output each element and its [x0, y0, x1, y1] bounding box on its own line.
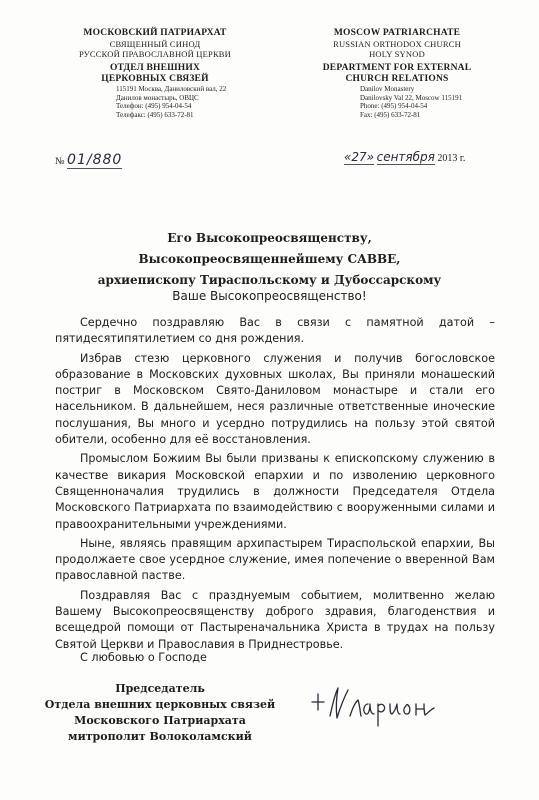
- closing-phrase: С любовью о Господе: [80, 651, 207, 664]
- body-paragraph-5: Поздравляя Вас с празднуемым событием, молитвенно желаю Вашему Высокопреосвященству доброго здравия, благоденствия и всещедрой помощи от Пастыреначальника Христа в трудах на пользу Святой Церкви и Православия в Приднестровье.: [55, 588, 495, 651]
- body-paragraph-3: Промыслом Божиим Вы были призваны к епископскому служению в качестве викария Московской епархии и по изволению церковного Священноначалия трудились в должности Председателя Отдела Московского Патриархата по взаимодействию с вооруженными силами и правоохранительными учреждениями.: [55, 452, 495, 531]
- letterhead-ru-line3: РУССКОЙ ПРАВОСЛАВНОЙ ЦЕРКВИ: [78, 49, 232, 59]
- letterhead-ru-dept1: ОТДЕЛ ВНЕШНИХ: [109, 63, 201, 73]
- signatory-block: [40, 681, 280, 745]
- signatory-organization: Московского Патриархата: [74, 714, 246, 727]
- letterhead-ru-line2: СВЯЩЕННЫЙ СИНОД: [109, 39, 201, 49]
- letter-body: [55, 315, 495, 656]
- letterhead-en-addr1: Danilov Monastery: [360, 85, 415, 93]
- body-paragraph-2: Избрав стезю церковного служения и получив богословское образование в Московских духовных школах, Вы приняли монашеский постриг в Московском Свято-Даниловом монастыре и стали его насельником. В дальнейшем, неся различные ответственные иноческие послушания, Вы много и усердно потрудились на пользу этой святой обители, особенно для её восстановления.: [55, 351, 495, 447]
- letterhead-ru-phone: Телефон: (495) 954-04-54: [116, 102, 192, 110]
- letterhead-ru-line1: МОСКОВСКИЙ ПАТРИАРХАТ: [83, 28, 227, 38]
- signatory-department: Отдела внешних церковных связей: [44, 698, 276, 711]
- addressee-line2: Высокопреосвященнейшему САВВЕ,: [138, 252, 401, 266]
- date-day: «27»: [344, 150, 375, 164]
- letterhead-en-line3: HOLY SYNOD: [369, 49, 425, 59]
- addressee-line1: Его Высокопреосвященству,: [167, 231, 372, 245]
- addressee-block: [0, 228, 539, 291]
- salutation: Ваше Высокопреосвященство!: [172, 289, 367, 303]
- letterhead-english: [312, 28, 482, 119]
- date-month: сентября: [376, 150, 435, 164]
- letterhead-ru-dept2: ЦЕРКОВНЫХ СВЯЗЕЙ: [101, 74, 209, 84]
- addressee-line3: архиепископу Тираспольскому и Дубоссарскому: [97, 273, 442, 287]
- date-year: 2013 г.: [437, 153, 466, 164]
- letterhead-ru-addr2: Данилов монастырь, ОВЦС: [116, 93, 199, 102]
- letterhead-ru-addr1: 115191 Москва, Даниловский вал, 22: [116, 85, 227, 93]
- body-paragraph-1: Сердечно поздравляю Вас в связи с памятной датой – пятидесятипятилетием со дня рождения.: [55, 316, 495, 346]
- letterhead-en-dept2: CHURCH RELATIONS: [345, 74, 449, 84]
- number-prefix: №: [55, 156, 65, 167]
- number-value: 01/880: [67, 152, 123, 168]
- letterhead-en-addr2: Danilovsky Val 22, Moscow 115191: [360, 93, 463, 102]
- body-paragraph-4: Ныне, являясь правящим архипастырем Тираспольской епархии, Вы продолжаете свое усердное служение, имея попечение о вверенной Вам православной пастве.: [55, 536, 495, 583]
- letterhead-russian: [70, 28, 240, 119]
- letterhead-en-phone: Phone: (495) 954-04-54: [360, 102, 428, 110]
- letterhead-en-dept1: DEPARTMENT FOR EXTERNAL: [322, 63, 472, 73]
- letterhead-en-fax: Fax: (495) 633-72-81: [360, 110, 421, 119]
- letter-date: [344, 150, 465, 165]
- reference-number: [55, 152, 122, 169]
- signatory-rank: митрополит Волоколамский: [68, 730, 252, 743]
- signatory-title: Председатель: [115, 682, 205, 695]
- letterhead-en-line2: RUSSIAN ORTHODOX CHURCH: [333, 39, 461, 49]
- letterhead-en-line1: MOSCOW PATRIARCHATE: [333, 28, 461, 38]
- handwritten-signature: [306, 680, 446, 730]
- letterhead-ru-fax: Телефакс: (495) 633-72-81: [116, 110, 194, 119]
